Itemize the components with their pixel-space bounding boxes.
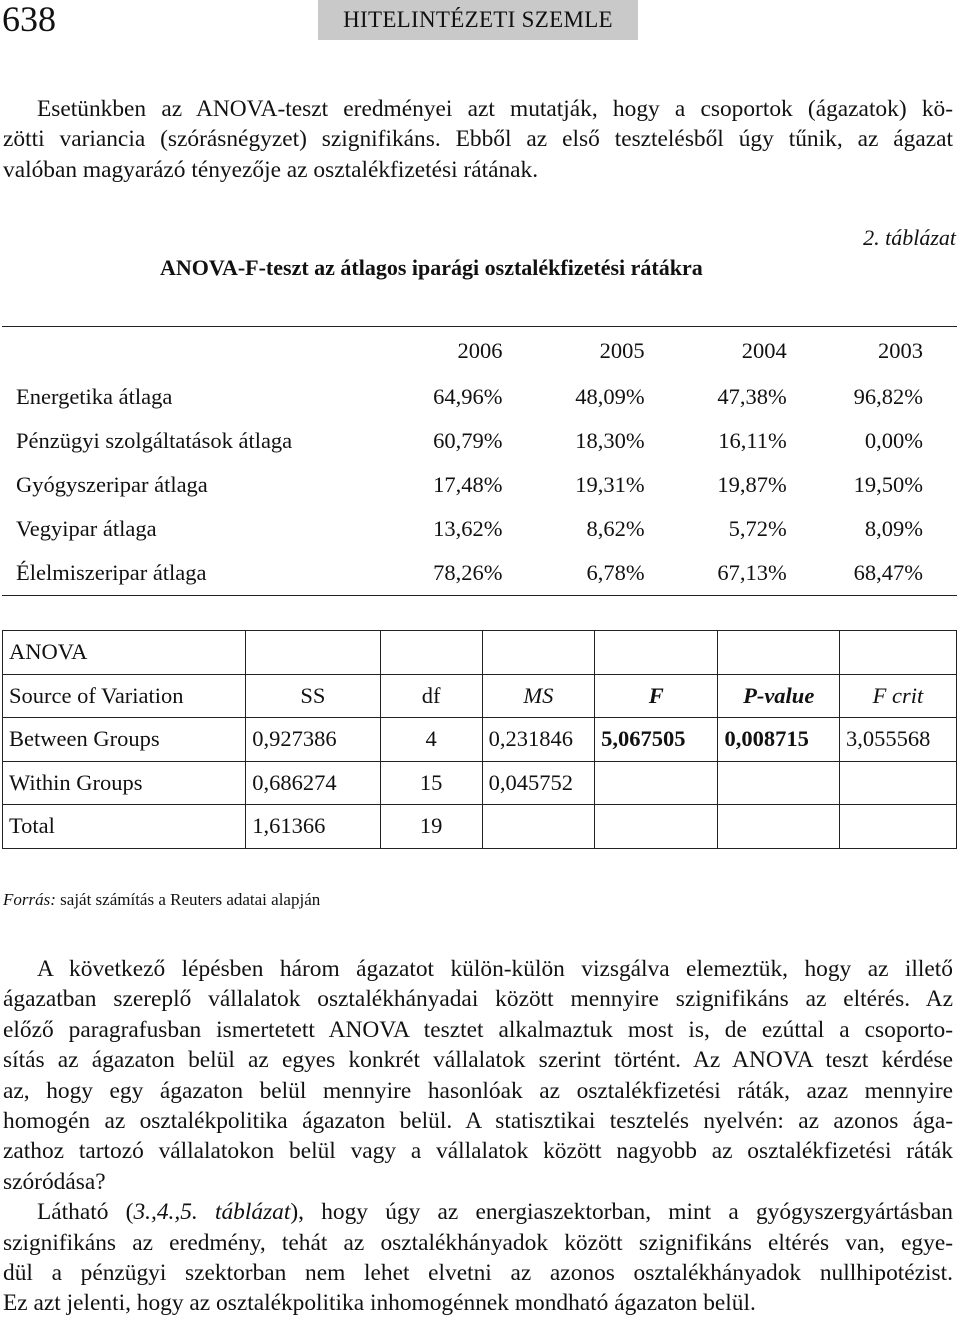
text-line: ágazatban szereplő vállalatok osztalékhányadai között mennyire szignifikáns az eltérés. Az: [3, 986, 953, 1013]
source-label: Forrás:: [3, 890, 56, 909]
running-head: HITELINTÉZETI SZEMLE: [318, 0, 638, 40]
empty-cell: [839, 805, 956, 849]
page-number: 638: [2, 0, 56, 39]
text-fragment: ), hogy úgy az energiaszektorban, mint a gyógyszergyártásban: [290, 1199, 953, 1226]
text-line: [3, 1197, 953, 1227]
table-row: [2, 507, 957, 551]
empty-cell: [246, 631, 380, 675]
cell-value: 17,48%: [433, 472, 503, 497]
table-title: ANOVA-F-teszt az átlagos iparági osztalékfizetési rátákra: [160, 255, 703, 280]
empty-cell: [595, 805, 718, 849]
row-label: Pénzügyi szolgáltatások átlaga: [16, 428, 293, 453]
cell-value: 5,067505: [595, 718, 718, 762]
row-label: Energetika átlaga: [16, 384, 173, 409]
empty-cell: [482, 631, 594, 675]
text-line: A következő lépésben három ágazatot külön-külön vizsgálva elemeztük, hogy az illető: [37, 956, 953, 982]
cell-value: 19,31%: [575, 472, 645, 497]
empty-cell: [718, 631, 840, 675]
source-text: saját számítás a Reuters adatai alapján: [60, 890, 321, 909]
cell-value: 0,927386: [246, 718, 380, 762]
empty-cell: [595, 761, 718, 805]
row-label: Gyógyszeripar átlaga: [16, 472, 208, 497]
empty-cell: [718, 805, 840, 849]
table-row: [2, 419, 957, 463]
intro-paragraph: [3, 94, 953, 185]
column-header: MS: [482, 674, 594, 718]
table-row: [2, 375, 957, 419]
table-row: [3, 805, 957, 849]
cell-value: 0,231846: [482, 718, 594, 762]
column-header: SS: [246, 674, 380, 718]
anova-table: [2, 630, 957, 849]
anova-title-row: [3, 631, 957, 675]
source-note: [3, 890, 320, 910]
cell-value: 47,38%: [717, 384, 787, 409]
cell-value: 48,09%: [575, 384, 645, 409]
cell-value: 19,50%: [853, 472, 923, 497]
table-reference: 3.,4.,5. táblázat: [133, 1199, 291, 1226]
row-label: Total: [3, 805, 246, 849]
text-line: homogén az osztalékpolitika ágazaton belül. A statisztikai tesztelés nyelvén: az azonos ága-: [3, 1108, 953, 1135]
text-line: Esetünkben az ANOVA-teszt eredményei azt mutatják, hogy a csoportok (ágazatok) kö-: [37, 96, 953, 122]
column-header: df: [380, 674, 482, 718]
empty-cell: [839, 761, 956, 805]
row-label: Between Groups: [3, 718, 246, 762]
cell-value: 60,79%: [433, 428, 503, 453]
column-header: Source of Variation: [3, 674, 246, 718]
cell-value: 13,62%: [433, 516, 503, 541]
empty-cell: [2, 327, 373, 376]
empty-cell: [482, 805, 594, 849]
cell-value: 4: [380, 718, 482, 762]
cell-value: 78,26%: [433, 560, 503, 585]
empty-cell: [718, 761, 840, 805]
cell-value: 0,686274: [246, 761, 380, 805]
empty-cell: [595, 631, 718, 675]
text-line: dül a pénzügyi szektorban nem lehet elvetni az azonos osztalékhányadok nullhipotézist.: [3, 1260, 953, 1287]
averages-table: [2, 326, 957, 596]
table-row: [3, 761, 957, 805]
text-line: az, hogy egy ágazaton belül mennyire hasonlóak az osztalékfizetési ráták, azaz mennyire: [3, 1077, 953, 1104]
cell-value: 67,13%: [717, 560, 787, 585]
text-fragment: Látható (: [37, 1199, 134, 1226]
column-header: P-value: [718, 674, 840, 718]
empty-cell: [839, 631, 956, 675]
cell-value: 1,61366: [246, 805, 380, 849]
table-row: [3, 718, 957, 762]
cell-value: 8,09%: [864, 516, 923, 541]
row-label: Within Groups: [3, 761, 246, 805]
text-line: szignifikáns az eredmény, tehát az osztalékhányadok között szignifikáns eltérés van, egye-: [3, 1229, 953, 1256]
table-header-row: [2, 327, 957, 376]
text-line: zathoz tartozó vállalatokon belül vagy a vállalatok között nagyobb az osztalékfizetési ráták: [3, 1138, 953, 1165]
cell-value: 64,96%: [433, 384, 503, 409]
cell-value: 0,045752: [482, 761, 594, 805]
cell-value: 19: [380, 805, 482, 849]
text-line: előző paragrafusban ismertetett ANOVA tesztet alkalmaztuk most is, de ezúttal a csoporto-: [3, 1016, 953, 1043]
anova-header-row: [3, 674, 957, 718]
cell-value: 15: [380, 761, 482, 805]
text-line: sítás az ágazaton belül az egyes konkrét vállalatok szerint történt. Az ANOVA teszt kérdése: [3, 1047, 953, 1074]
row-label: Vegyipar átlaga: [16, 516, 157, 541]
cell-value: 3,055568: [839, 718, 956, 762]
column-header: F crit: [839, 674, 956, 718]
body-paragraph: [3, 954, 953, 1319]
cell-value: 68,47%: [853, 560, 923, 585]
cell-value: 19,87%: [717, 472, 787, 497]
cell-value: 16,11%: [718, 428, 787, 453]
column-header: F: [595, 674, 718, 718]
year-header: 2006: [457, 338, 503, 363]
table-row: [2, 551, 957, 596]
empty-cell: [380, 631, 482, 675]
text-line: zötti variancia (szórásnégyzet) szignifikáns. Ebből az első tesztelésből úgy tűnik, az ágazat: [3, 126, 953, 153]
row-label: Élelmiszeripar átlaga: [16, 560, 207, 585]
table-number: 2. táblázat: [863, 225, 956, 250]
cell-value: 0,00%: [864, 428, 923, 453]
text-line: Ez azt jelenti, hogy az osztalékpolitika inhomogénnek mondható ágazaton belül.: [3, 1290, 756, 1317]
cell-value: 5,72%: [728, 516, 787, 541]
cell-value: 18,30%: [575, 428, 645, 453]
year-header: 2004: [741, 338, 787, 363]
year-header: 2005: [599, 338, 645, 363]
cell-value: 0,008715: [718, 718, 840, 762]
cell-value: 96,82%: [853, 384, 923, 409]
cell-value: 8,62%: [586, 516, 645, 541]
anova-title: ANOVA: [3, 631, 246, 675]
cell-value: 6,78%: [586, 560, 645, 585]
text-line: valóban magyarázó tényezője az osztalékfizetési rátának.: [3, 156, 539, 183]
table-row: [2, 463, 957, 507]
year-header: 2003: [878, 338, 923, 363]
text-line: szóródása?: [3, 1168, 106, 1195]
